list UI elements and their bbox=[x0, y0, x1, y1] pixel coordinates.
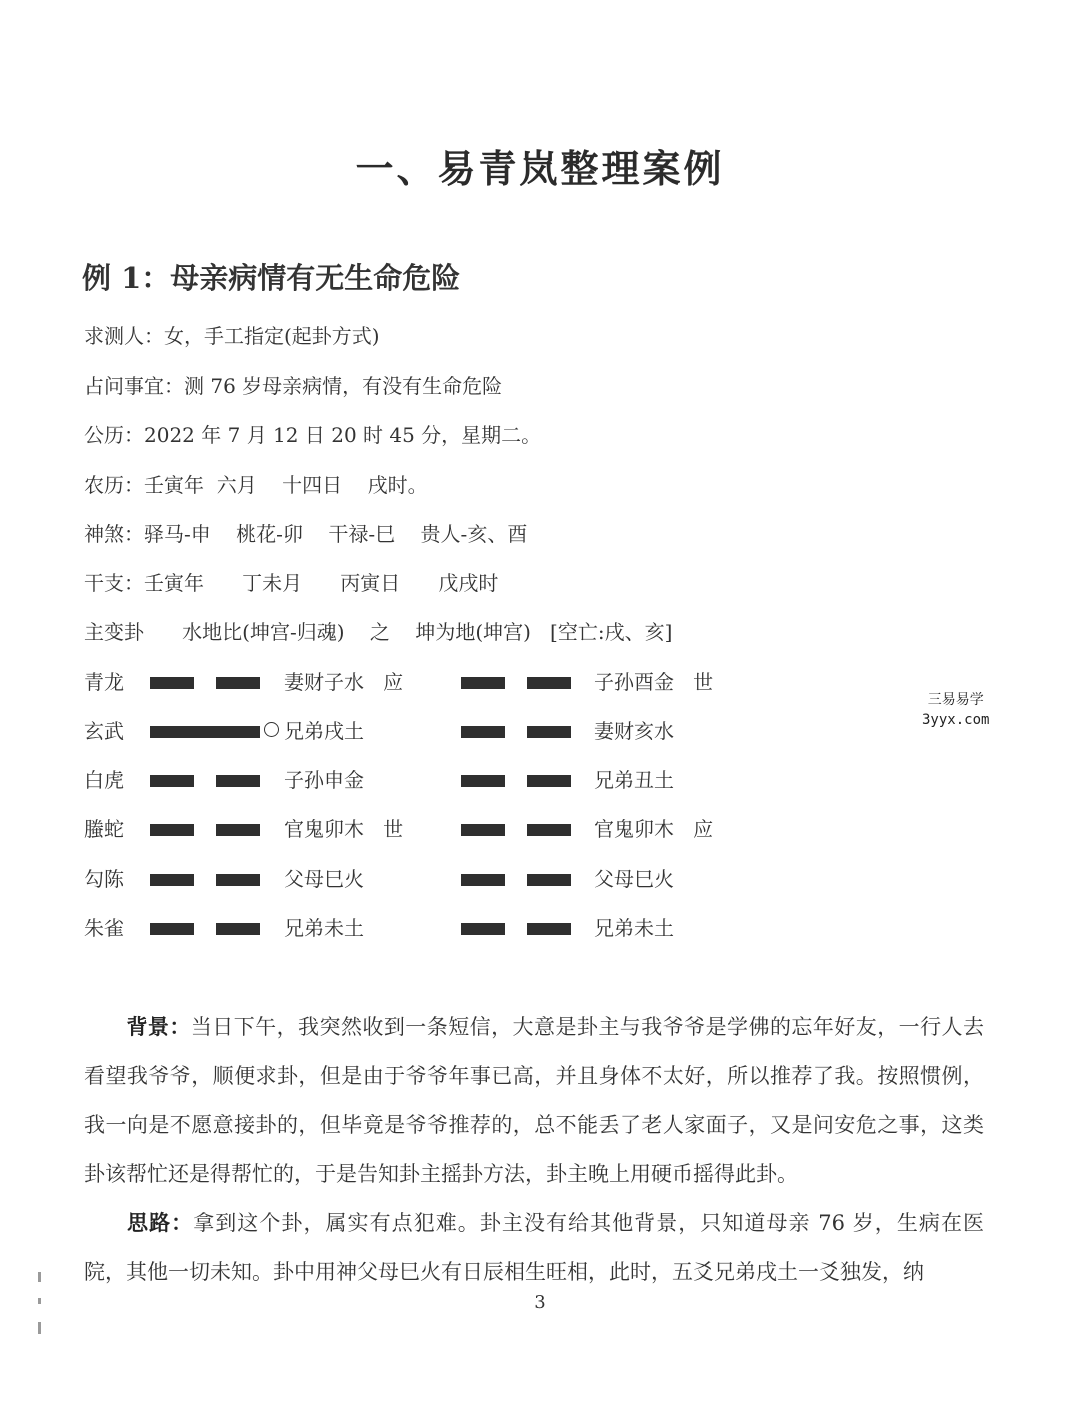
ganzhi-line: 干支：壬寅年 丁未月 丙寅日 戊戌时 bbox=[84, 571, 499, 595]
yin-line-icon bbox=[461, 726, 571, 738]
yin-line-icon bbox=[461, 775, 571, 787]
hexagram-row bbox=[84, 666, 784, 696]
changed-line-label: 兄弟未土 bbox=[594, 916, 674, 940]
six-god-label: 勾陈 bbox=[84, 867, 124, 891]
changed-line-label: 父母巳火 bbox=[594, 867, 674, 891]
six-god-label: 玄武 bbox=[84, 719, 124, 743]
asker-line: 求测人：女，手工指定(起卦方式) bbox=[84, 324, 380, 348]
six-god-label: 朱雀 bbox=[84, 916, 124, 940]
changed-line-label: 兄弟丑土 bbox=[594, 768, 674, 792]
shensha-line: 神煞：驿马-申 桃花-卯 干禄-巳 贵人-亥、酉 bbox=[84, 522, 528, 546]
watermark-line-2: 3yyx.com bbox=[922, 712, 990, 728]
hexagram-row bbox=[84, 912, 784, 942]
lunar-date-line: 农历：壬寅年 六月 十四日 戌时。 bbox=[84, 473, 428, 497]
yin-line-icon bbox=[150, 874, 260, 886]
analysis-text: 拿到这个卦，属实有点犯难。卦主没有给其他背景，只知道母亲 76 岁，生病在医院，其他一切未知。卦中用神父母巳火有日辰相生旺相，此时，五爻兄弟戌土一爻独发，纳 bbox=[84, 1211, 984, 1284]
main-line-label: 官鬼卯木 世 bbox=[284, 817, 404, 841]
yin-line-icon bbox=[461, 677, 571, 689]
scan-margin-mark bbox=[38, 1272, 41, 1282]
main-line-label: 父母巳火 bbox=[284, 867, 364, 891]
yang-line-icon bbox=[150, 726, 260, 738]
six-god-label: 螣蛇 bbox=[84, 817, 124, 841]
hexagrams-line: 主变卦 水地比(坤宫-归魂) 之 坤为地(坤宫) [空亡:戌、亥] bbox=[84, 620, 673, 644]
hexagram-row bbox=[84, 813, 784, 843]
example-title: 例 1：母亲病情有无生命危险 bbox=[82, 261, 461, 295]
watermark-line-1: 三易易学 bbox=[927, 692, 984, 708]
yin-line-icon bbox=[150, 775, 260, 787]
main-line-label: 妻财子水 应 bbox=[284, 670, 404, 694]
yin-line-icon bbox=[461, 824, 571, 836]
yin-line-icon bbox=[150, 677, 260, 689]
analysis-label: 思路： bbox=[126, 1210, 194, 1235]
main-line-label: 兄弟戌土 bbox=[284, 719, 364, 743]
yin-line-icon bbox=[150, 824, 260, 836]
changed-line-label: 官鬼卯木 应 bbox=[594, 817, 714, 841]
scan-margin-mark bbox=[38, 1322, 41, 1334]
six-god-label: 白虎 bbox=[84, 768, 124, 792]
main-line-label: 子孙申金 bbox=[284, 768, 364, 792]
watermark bbox=[922, 690, 989, 730]
yin-line-icon bbox=[461, 923, 571, 935]
question-line: 占问事宜：测 76 岁母亲病情，有没有生命危险 bbox=[84, 374, 503, 398]
hexagram-row bbox=[84, 715, 784, 745]
background-paragraph bbox=[84, 1002, 984, 1199]
scan-margin-mark bbox=[38, 1298, 41, 1304]
yin-line-icon bbox=[150, 923, 260, 935]
background-label: 背景： bbox=[126, 1014, 191, 1039]
chapter-title: 一、易青岚整理案例 bbox=[355, 146, 725, 191]
gregorian-date-line: 公历：2022 年 7 月 12 日 20 时 45 分，星期二。 bbox=[84, 423, 542, 447]
six-god-label: 青龙 bbox=[84, 670, 124, 694]
changed-line-label: 妻财亥水 bbox=[594, 719, 674, 743]
page-number: 3 bbox=[534, 1292, 546, 1313]
moving-line-circle-icon bbox=[264, 722, 279, 737]
hexagram-row bbox=[84, 764, 784, 794]
main-line-label: 兄弟未土 bbox=[284, 916, 364, 940]
analysis-paragraph bbox=[84, 1198, 984, 1297]
hexagram-row bbox=[84, 863, 784, 893]
background-text: 当日下午，我突然收到一条短信，大意是卦主与我爷爷是学佛的忘年好友，一行人去看望我爷爷，顺便求卦，但是由于爷爷年事已高，并且身体不太好，所以推荐了我。按照惯例，我一向是不愿意接卦的，但毕竟是爷爷推荐的，总不能丢了老人家面子，又是问安危之事，这类卦该帮忙还是得帮忙的，于是告知卦主摇卦方法，卦主晚上用硬币摇得此卦。 bbox=[84, 1015, 985, 1186]
yin-line-icon bbox=[461, 874, 571, 886]
changed-line-label: 子孙酉金 世 bbox=[594, 670, 714, 694]
